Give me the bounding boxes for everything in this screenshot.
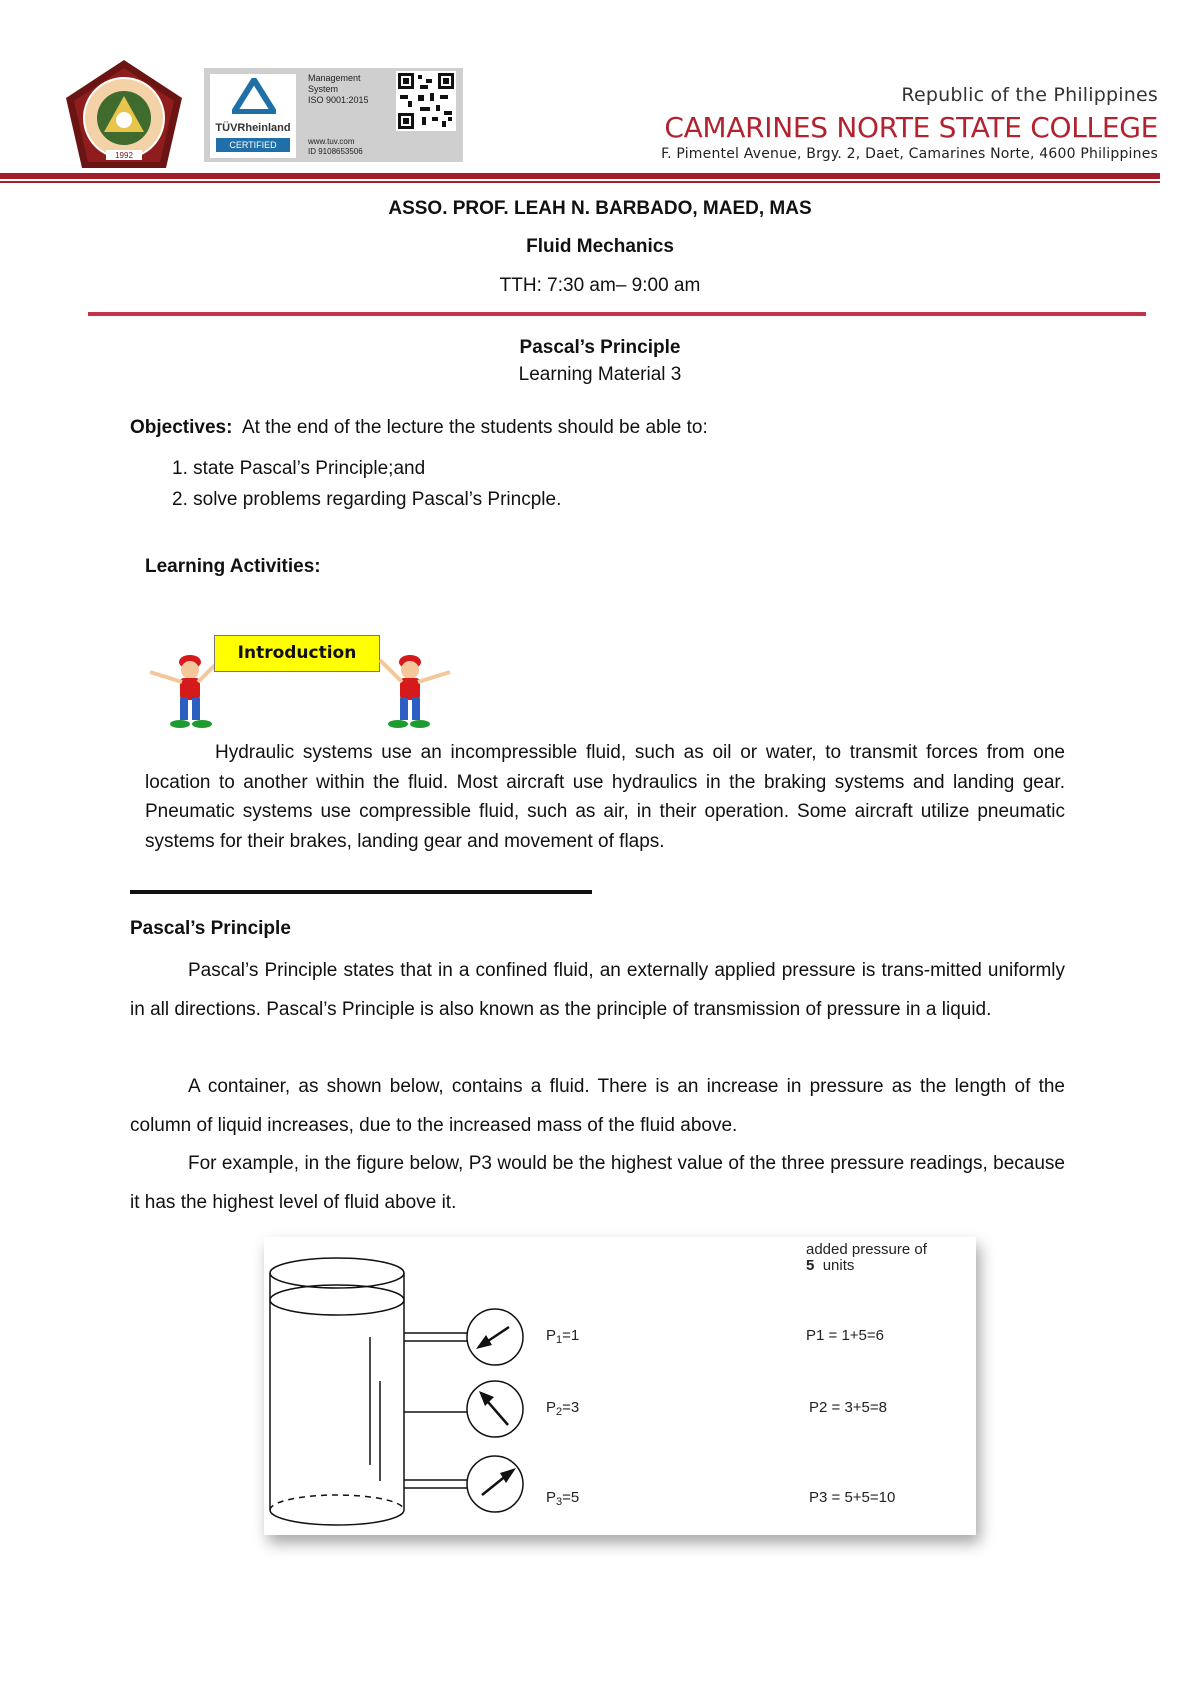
objectives-label: Objectives: bbox=[130, 417, 233, 438]
tuv-triangle-icon bbox=[232, 78, 276, 114]
body-paragraph: A container, as shown below, contains a fluid. There is an increase in pressure as the length of the column of liquid increases, due to the increased mass of the fluid above. bbox=[130, 1076, 1065, 1136]
objective-item: 2. solve problems regarding Pascal’s Princple. bbox=[172, 489, 562, 510]
gauge-reading-1: $P_1=1$ bbox=[546, 1327, 580, 1346]
introduction-paragraph: Hydraulic systems use an incompressible fluid, such as oil or water, to transmit forces from one location to another within the fluid. Most aircraft use hydraulics in the braking systems and landing gear. Pneumatic systems use compressible fluid, such as air, in their operation. Some aircraft utilize pneumatic systems for their brakes, landing gear and movement of flaps. bbox=[145, 742, 1065, 852]
tuv-logo bbox=[210, 74, 296, 158]
qr-code-icon bbox=[396, 71, 456, 131]
objectives bbox=[130, 417, 708, 439]
body-paragraph: For example, in the figure below, P3 would be the highest value of the three pressure readings, because it has the highest level of fluid above it. bbox=[130, 1153, 1065, 1213]
republic-label: Republic of the Philippines bbox=[901, 84, 1158, 106]
tuv-brand: TÜVRheinland bbox=[215, 122, 291, 134]
certified-label: CERTIFIED bbox=[216, 138, 290, 152]
section-divider bbox=[88, 312, 1146, 316]
fluid-surface bbox=[270, 1285, 404, 1315]
cylinder-top bbox=[270, 1258, 404, 1288]
college-address: F. Pimentel Avenue, Brgy. 2, Daet, Camarines Norte, 4600 Philippines bbox=[661, 146, 1158, 162]
gauge-reading-2: $P_2=3$ bbox=[546, 1399, 580, 1418]
pascal-pressure-figure bbox=[264, 1237, 976, 1535]
body-paragraph: Pascal’s Principle states that in a confined fluid, an externally applied pressure is trans-mitted uniformly in all directions. Pascal’s Principle is also known as the principle of transmission of pressure in a liquid. bbox=[130, 960, 1065, 1020]
topic-title: Pascal’s Principle bbox=[519, 337, 681, 358]
total-pressure-1: P1 = 1+5=6 bbox=[806, 1327, 884, 1344]
college-name: CAMARINES NORTE STATE COLLEGE bbox=[664, 111, 1158, 144]
certificate-website: www.tuv.com ID 9108653506 bbox=[308, 137, 363, 156]
gauge-reading-3: $P_3=5$ bbox=[546, 1489, 580, 1508]
total-pressure-3: P3 = 5+5=10 bbox=[809, 1489, 896, 1506]
section-heading: Pascal’s Principle bbox=[130, 918, 291, 939]
topic-subtitle: Learning Material 3 bbox=[518, 364, 682, 385]
cartoon-kid-right-icon bbox=[370, 650, 460, 730]
objectives-intro: At the end of the lecture the students should be able to: bbox=[241, 417, 708, 438]
professor-name: ASSO. PROF. LEAH N. BARBADO, MAED, MAS bbox=[388, 198, 812, 219]
objective-item: 1. state Pascal’s Principle;and bbox=[172, 458, 426, 479]
learning-activities-heading: Learning Activities: bbox=[145, 556, 321, 577]
class-schedule: TTH: 7:30 am– 9:00 am bbox=[499, 275, 701, 296]
seal-year: 1992 bbox=[115, 151, 133, 160]
header-divider bbox=[0, 173, 1160, 179]
total-pressure-2: P2 = 3+5=8 bbox=[809, 1399, 887, 1416]
iso-certification-badge bbox=[204, 68, 463, 162]
management-system-text: Management System ISO 9001:2015 bbox=[308, 73, 369, 105]
added-pressure-note: added pressure of 5 units bbox=[806, 1241, 927, 1274]
subject-title: Fluid Mechanics bbox=[526, 236, 674, 257]
header-divider-thin bbox=[0, 181, 1160, 183]
short-divider bbox=[130, 890, 592, 894]
introduction-banner: Introduction bbox=[214, 635, 380, 672]
college-seal-logo bbox=[62, 58, 186, 172]
